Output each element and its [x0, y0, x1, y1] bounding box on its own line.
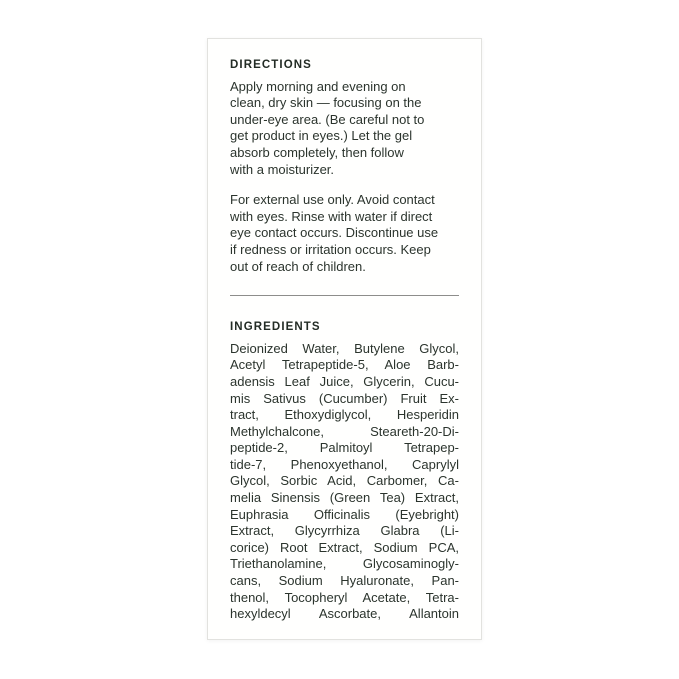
ingredients-line: Glycol, Sorbic Acid, Carbomer, Ca-	[230, 473, 459, 489]
ingredients-line: mis Sativus (Cucumber) Fruit Ex-	[230, 390, 459, 406]
directions-warning-line: eye contact occurs. Discontinue use	[230, 225, 439, 241]
directions-usage-line: absorb completely, then follow	[230, 144, 404, 160]
product-label-panel	[207, 38, 482, 640]
directions-usage-paragraph	[230, 79, 459, 179]
directions-warning-line: out of reach of children.	[230, 258, 366, 274]
ingredients-line: Acetyl Tetrapeptide-5, Aloe Barb-	[230, 357, 459, 373]
ingredients-line: tide-7, Phenoxyethanol, Caprylyl	[230, 456, 459, 472]
ingredients-line: cans, Sodium Hyaluronate, Pan-	[230, 573, 459, 589]
directions-usage-line: get product in eyes.) Let the gel	[230, 128, 413, 144]
ingredients-line: Extract, Glycyrrhiza Glabra (Li-	[230, 523, 459, 539]
ingredients-line: Deionized Water, Butylene Glycol,	[230, 340, 459, 356]
directions-warning-line: For external use only. Avoid contact	[230, 192, 435, 208]
ingredients-list	[230, 341, 459, 623]
directions-warning-line: with eyes. Rinse with water if direct	[230, 208, 433, 224]
ingredients-line: tract, Ethoxydiglycol, Hesperidin	[230, 407, 459, 423]
directions-warning-paragraph	[230, 192, 459, 275]
ingredients-line: melia Sinensis (Green Tea) Extract,	[230, 490, 459, 506]
directions-warning-line: if redness or irritation occurs. Keep	[230, 241, 431, 257]
section-divider	[230, 295, 459, 296]
ingredients-line: corice) Root Extract, Sodium PCA,	[230, 539, 459, 555]
ingredients-line: Euphrasia Officinalis (Eyebright)	[230, 506, 459, 522]
ingredients-heading: INGREDIENTS	[230, 321, 321, 334]
directions-usage-line: under-eye area. (Be careful not to	[230, 111, 425, 127]
directions-usage-line: with a moisturizer.	[230, 161, 335, 177]
directions-usage-line: Apply morning and evening on	[230, 78, 406, 94]
ingredients-line: peptide-2, Palmitoyl Tetrapep-	[230, 440, 459, 456]
ingredients-line: Methylchalcone, Steareth-20-Di-	[230, 423, 459, 439]
directions-usage-line: clean, dry skin — focusing on the	[230, 95, 422, 111]
ingredients-line: hexyldecyl Ascorbate, Allantoin	[230, 606, 459, 622]
ingredients-line: Triethanolamine, Glycosaminogly-	[230, 556, 459, 572]
directions-heading: DIRECTIONS	[230, 59, 312, 71]
ingredients-line: thenol, Tocopheryl Acetate, Tetra-	[230, 589, 459, 605]
ingredients-line: adensis Leaf Juice, Glycerin, Cucu-	[230, 373, 459, 389]
